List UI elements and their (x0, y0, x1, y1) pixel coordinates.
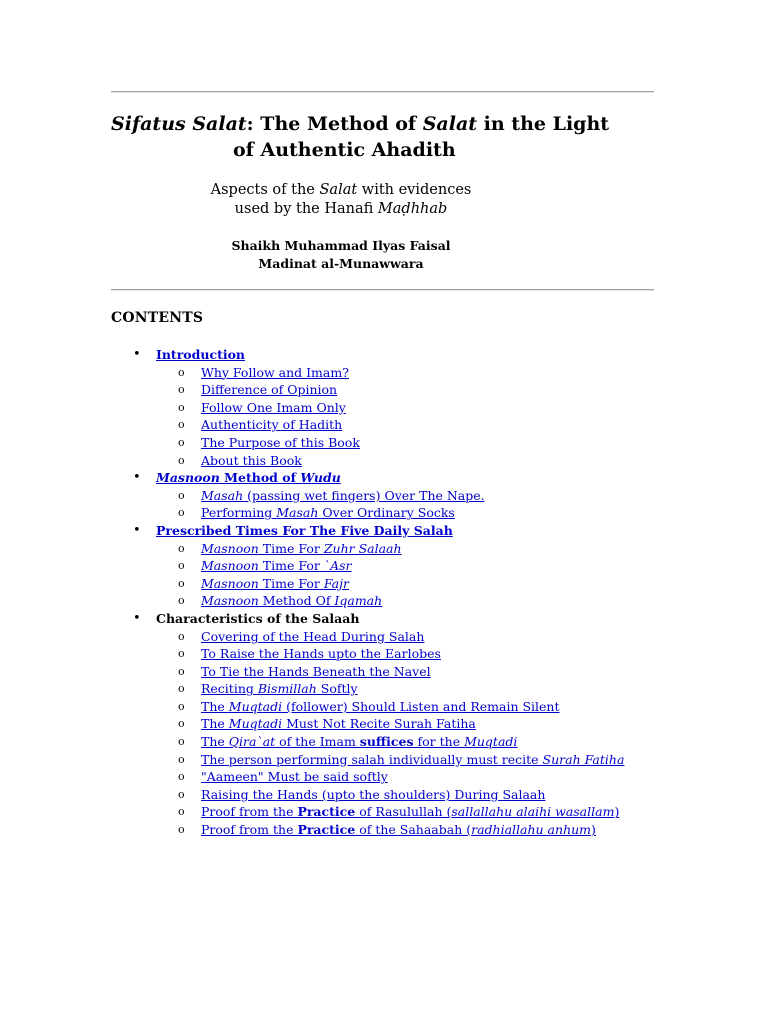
list-item (156, 821, 671, 839)
toc-link-purpose-book[interactable]: The Purpose of this Book (201, 434, 360, 450)
title-line-2: of Authentic Ahadith (233, 139, 456, 161)
middle-divider (111, 289, 654, 291)
list-item (156, 680, 671, 698)
toc-link-individual-fatiha[interactable]: The person performing salah individually must recite Surah Fatiha (201, 751, 625, 767)
toc-section-times (111, 522, 671, 610)
list-item (156, 575, 671, 593)
toc-link-raise-hands-earlobes[interactable]: To Raise the Hands upto the Earlobes (201, 646, 441, 662)
author-block (111, 237, 571, 273)
toc-link-qiraat-suffices[interactable]: The Qira`at of the Imam suffices for the Muqtadi (201, 734, 518, 750)
list-item (156, 592, 671, 610)
toc-link-tie-hands-navel[interactable]: To Tie the Hands Beneath the Navel (201, 663, 431, 679)
list-item (156, 645, 671, 663)
toc-link-asr[interactable]: Masnoon Time For `Asr (201, 558, 352, 574)
toc-link-bismillah-softly[interactable]: Reciting Bismillah Softly (201, 681, 358, 697)
list-item (156, 381, 671, 399)
toc-link-proof-sahaabah[interactable]: Proof from the Practice of the Sahaabah (radhiallahu anhum) (201, 822, 596, 838)
document-title (111, 111, 654, 163)
toc-link-masnoon-wudu[interactable]: Masnoon Method of Wudu (156, 470, 341, 486)
list-item (156, 399, 671, 417)
toc-label-characteristics: Characteristics of the Salaah (156, 610, 360, 626)
toc-link-proof-rasulullah[interactable]: Proof from the Practice of Rasulullah (sallallahu alaihi wasallam) (201, 804, 620, 820)
toc-link-difference-opinion[interactable]: Difference of Opinion (201, 382, 338, 398)
table-of-contents (111, 346, 671, 839)
list-item (156, 803, 671, 821)
toc-link-masah-nape[interactable]: Masah (passing wet fingers) Over The Nape. (201, 487, 485, 503)
author-location: Madinat al-Munawwara (258, 256, 424, 271)
document-subtitle: Aspects of the Salat with evidences used by the Hanafi Maḍhhab (210, 182, 472, 217)
list-item (156, 786, 671, 804)
toc-link-follow-one-imam[interactable]: Follow One Imam Only (201, 399, 346, 415)
list-item (156, 698, 671, 716)
toc-link-authenticity-hadith[interactable]: Authenticity of Hadith (201, 417, 343, 433)
toc-link-prescribed-times[interactable]: Prescribed Times For The Five Daily Salah (156, 522, 453, 538)
toc-section-introduction (111, 346, 671, 469)
toc-link-covering-head[interactable]: Covering of the Head During Salah (201, 628, 425, 644)
list-item (156, 768, 671, 786)
toc-link-introduction[interactable]: Introduction (156, 347, 246, 362)
toc-link-masah-socks[interactable]: Performing Masah Over Ordinary Socks (201, 505, 455, 521)
toc-link-aameen-softly[interactable]: "Aameen" Must be said softly (201, 769, 388, 785)
toc-section-characteristics (111, 610, 671, 839)
toc-link-zuhr[interactable]: Masnoon Time For Zuhr Salaah (201, 540, 402, 556)
top-divider (111, 91, 654, 93)
list-item (156, 434, 671, 452)
list-item (156, 733, 671, 751)
list-item (156, 452, 671, 470)
list-item (156, 487, 671, 505)
toc-link-iqamah[interactable]: Masnoon Method Of Iqamah (201, 593, 383, 609)
toc-link-muqtadi-not-recite[interactable]: The Muqtadi Must Not Recite Surah Fatiha (201, 716, 476, 732)
contents-heading: CONTENTS (111, 310, 204, 326)
list-item (156, 540, 671, 558)
toc-link-why-follow[interactable]: Why Follow and Imam? (201, 364, 349, 380)
toc-link-muqtadi-listen[interactable]: The Muqtadi (follower) Should Listen and Remain Silent (201, 698, 560, 714)
toc-link-fajr[interactable]: Masnoon Time For Fajr (201, 575, 349, 591)
toc-link-raising-hands-shoulders[interactable]: Raising the Hands (upto the shoulders) During Salaah (201, 786, 546, 802)
list-item (156, 715, 671, 733)
list-item (156, 416, 671, 434)
toc-section-wudu (111, 469, 671, 522)
toc-link-about-book[interactable]: About this Book (201, 452, 302, 468)
list-item (156, 751, 671, 769)
list-item (156, 364, 671, 382)
list-item (156, 504, 671, 522)
title-line-1: Sifatus Salat: The Method of Salat in the Light (111, 113, 610, 135)
author-name: Shaikh Muhammad Ilyas Faisal (231, 238, 451, 253)
list-item (156, 628, 671, 646)
list-item (156, 557, 671, 575)
list-item (156, 663, 671, 681)
